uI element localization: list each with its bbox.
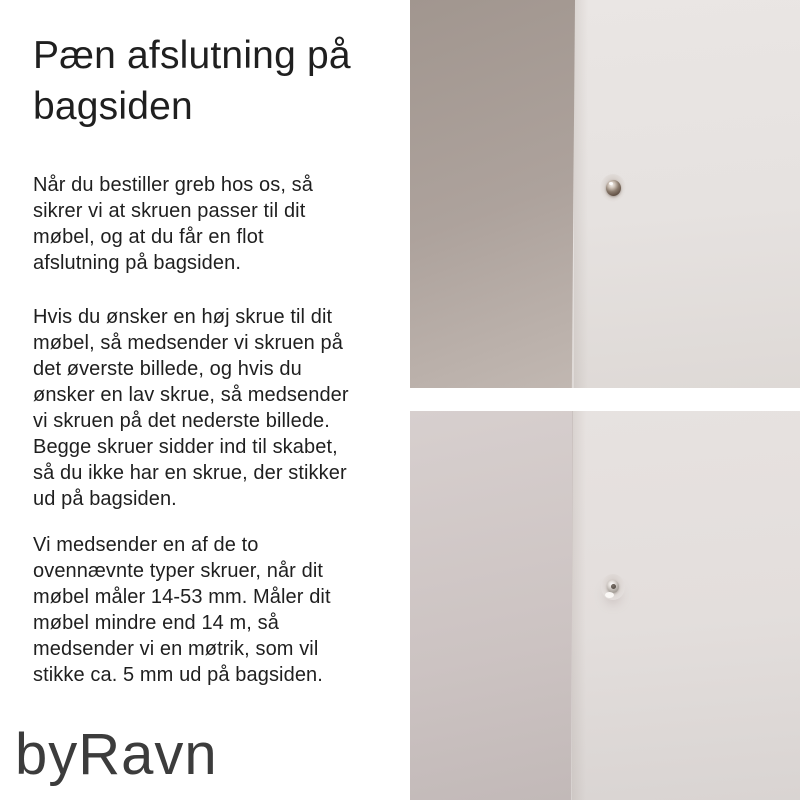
paragraph-screw-types: Hvis du ønsker en høj skrue til dit møbel, så medsender vi skruen på det øverste billede, og hvis du ønsker en lav skrue, så medsender vi skruen på det nederste billede. Begge skruer sidder ind til skabet, så du ikke har en skrue, der stikker ud på bagsiden. xyxy=(33,306,349,510)
high-screw-recess xyxy=(600,174,626,202)
low-screw-photo xyxy=(410,411,800,800)
high-screw-nut-icon xyxy=(606,180,621,196)
high-screw-photo xyxy=(410,0,800,388)
paragraph-measurements: Vi medsender en af de to ovennævnte typer skruer, når dit møbel måler 14-53 mm. Måler dit møbel mindre end 14 m, så medsender vi en møtrik, som vil stikke ca. 5 mm ud på bagsiden. xyxy=(33,534,331,686)
low-screw-recess xyxy=(601,574,625,600)
brand-logo: byRavn xyxy=(15,722,218,787)
paint-chip-highlight xyxy=(605,592,614,598)
page-title: Pæn afslutning på bagsiden xyxy=(33,34,351,128)
cabinet-corner-shadow xyxy=(572,411,586,800)
cabinet-side-panel xyxy=(410,411,800,800)
paragraph-order-info: Når du bestiller greb hos os, så sikrer vi at skruen passer til dit møbel, og at du får en flot afslutning på bagsiden. xyxy=(33,174,314,274)
cabinet-corner-shadow xyxy=(574,0,588,388)
